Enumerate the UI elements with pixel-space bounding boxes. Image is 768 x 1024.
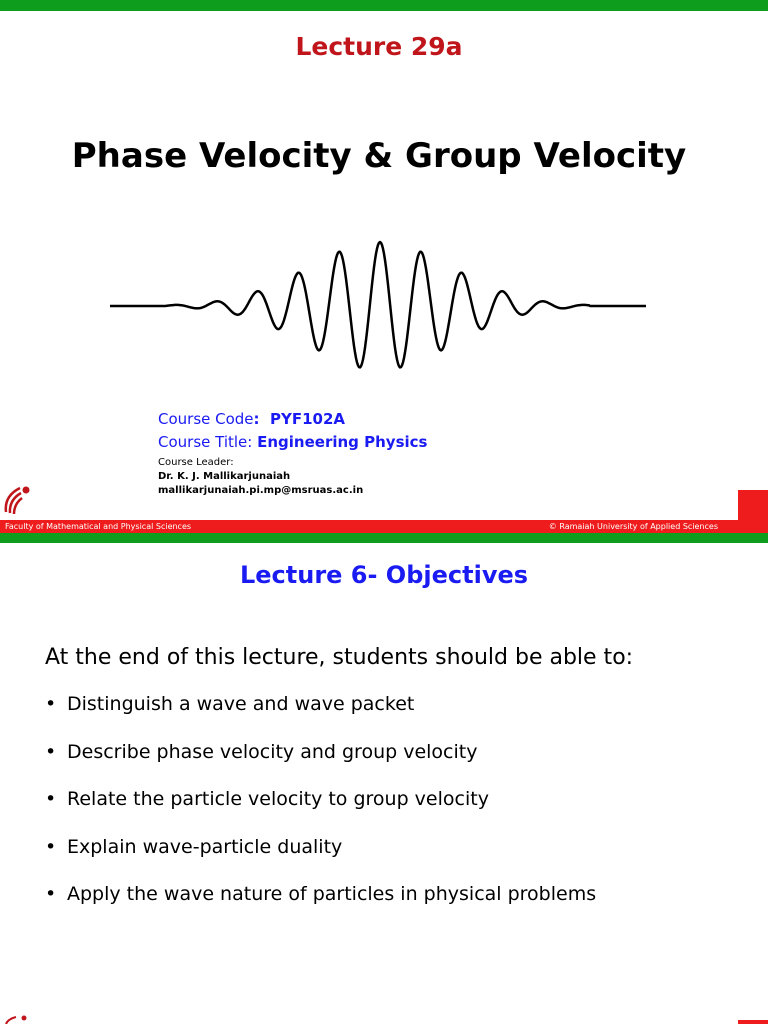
lecture-number: Lecture 29a [295,32,463,61]
wave-packet-diagram [110,236,646,376]
course-leader-email: mallikarjunaiah.pi.mp@msruas.ac.in [158,485,364,496]
footer-green-bar [0,533,768,543]
objectives-intro: At the end of this lecture, students should be able to: [45,645,634,670]
bullet-icon: • [45,835,57,858]
course-leader-label: Course Leader: [158,457,234,468]
course-title-line [158,431,427,454]
bullet-icon: • [45,788,57,810]
objective-item: • Explain wave-particle duality [45,835,343,858]
course-leader-name: Dr. K. J. Mallikarjunaiah [158,471,291,482]
footer-bar [0,520,768,533]
bullet-icon: • [45,693,57,715]
course-title-label: Course Title: [158,433,258,451]
top-green-bar [0,0,768,11]
objectives-slide [0,543,768,1024]
course-title-value: Engineering Physics [257,433,428,451]
course-code-line: Course Code: PYF102A [158,410,346,428]
corner-accent [738,1020,768,1024]
university-logo-icon [2,482,32,520]
course-code-label: Course Code [158,410,254,428]
objective-item: • Apply the wave nature of particles in physical problems [45,883,597,905]
footer-faculty: Faculty of Mathematical and Physical Sciences [5,522,192,531]
objectives-title: Lecture 6- Objectives [239,561,529,589]
wave-packet-curve [110,242,646,367]
objective-item: • Relate the particle velocity to group velocity [45,788,489,810]
objectives-list [45,693,596,931]
bullet-icon: • [45,740,57,763]
corner-accent [738,490,768,520]
objective-item: • Describe phase velocity and group velocity [45,740,478,763]
university-logo-icon [2,1015,32,1024]
objective-item: • Distinguish a wave and wave packet [45,693,415,715]
footer-copyright: © Ramaiah University of Applied Sciences [548,522,718,531]
course-info [158,408,427,498]
slide-title: Phase Velocity & Group Velocity [71,136,687,176]
bullet-icon: • [45,883,57,905]
course-code-value: PYF102A [270,410,346,428]
